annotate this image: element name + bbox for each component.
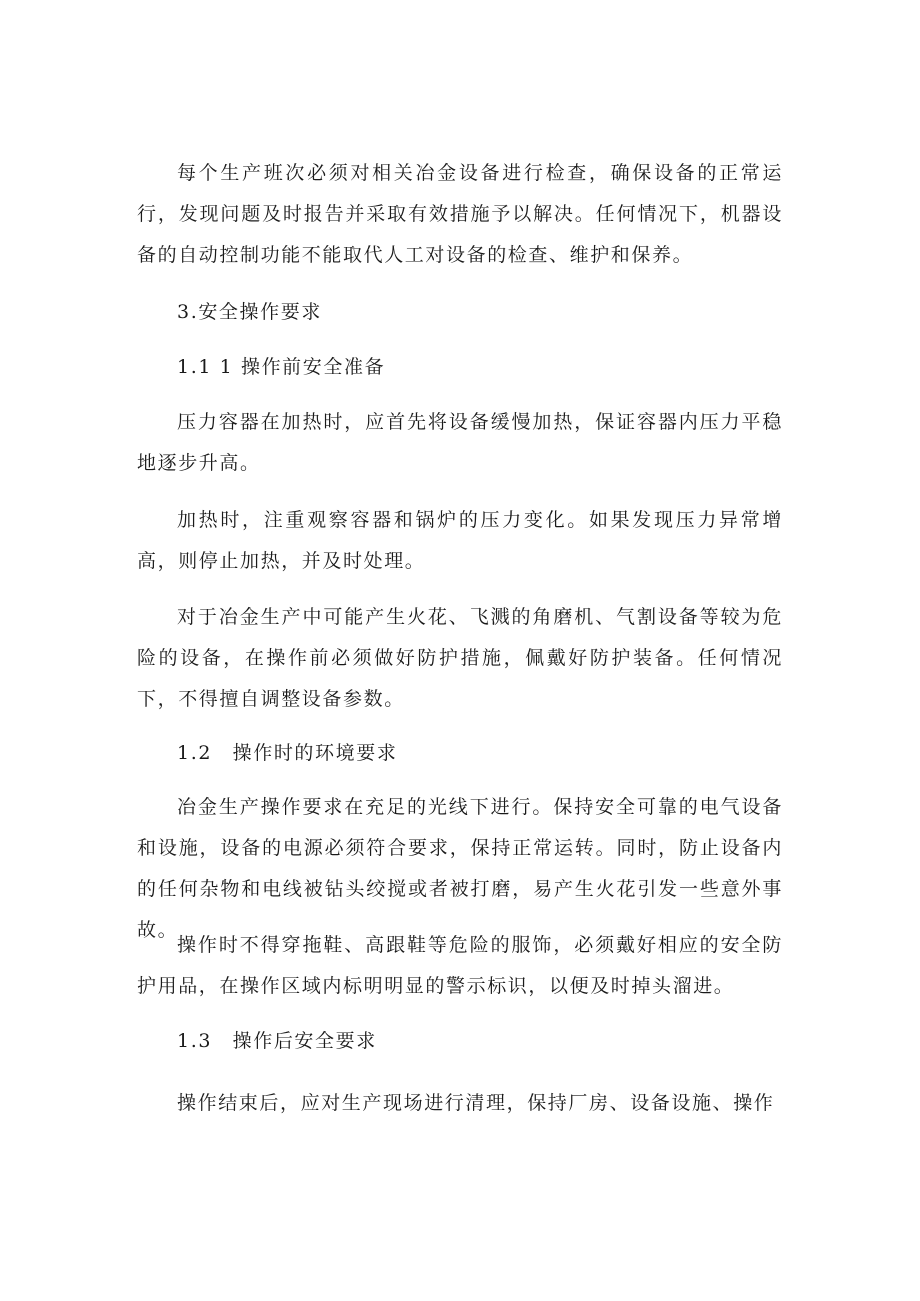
- heading-post-operation-requirements: 1.3 操作后安全要求: [177, 1030, 377, 1052]
- paragraph-pressure-vessel-heating: 压力容器在加热时，应首先将设备缓慢加热，保证容器内压力平稳地逐步升高。: [137, 411, 783, 474]
- heading-pre-operation-preparation: 1.1 1 操作前安全准备: [177, 356, 386, 378]
- paragraph-lighting-electrical: 冶金生产操作要求在充足的光线下进行。保持安全可靠的电气设备和设施，设备的电源必须符合要求，保持正常运转。同时，防止设备内的任何杂物和电线被钻头绞搅或者被打磨，易产生火花引发一些意外事故。: [137, 796, 783, 941]
- paragraph-protective-clothing: 操作时不得穿拖鞋、高跟鞋等危险的服饰，必须戴好相应的安全防护用品，在操作区域内标明明显的警示标识，以便及时掉头溜进。: [137, 934, 783, 997]
- heading-environment-requirements: 1.2 操作时的环境要求: [177, 742, 398, 764]
- paragraph-post-operation-cleanup: 操作结束后，应对生产现场进行清理，保持厂房、设备设施、操作: [177, 1092, 775, 1114]
- paragraph-dangerous-equipment: 对于冶金生产中可能产生火花、飞溅的角磨机、气割设备等较为危险的设备，在操作前必须做好防护措施，佩戴好防护装备。任何情况下，不得擅自调整设备参数。: [137, 606, 783, 710]
- heading-safety-requirements: 3.安全操作要求: [177, 301, 322, 323]
- paragraph-pressure-monitoring: 加热时，注重观察容器和锅炉的压力变化。如果发现压力异常增高，则停止加热，并及时处理。: [137, 509, 783, 572]
- paragraph-equipment-inspection: 每个生产班次必须对相关冶金设备进行检查，确保设备的正常运行，发现问题及时报告并采取有效措施予以解决。任何情况下，机器设备的自动控制功能不能取代人工对设备的检查、维护和保养。: [137, 162, 783, 266]
